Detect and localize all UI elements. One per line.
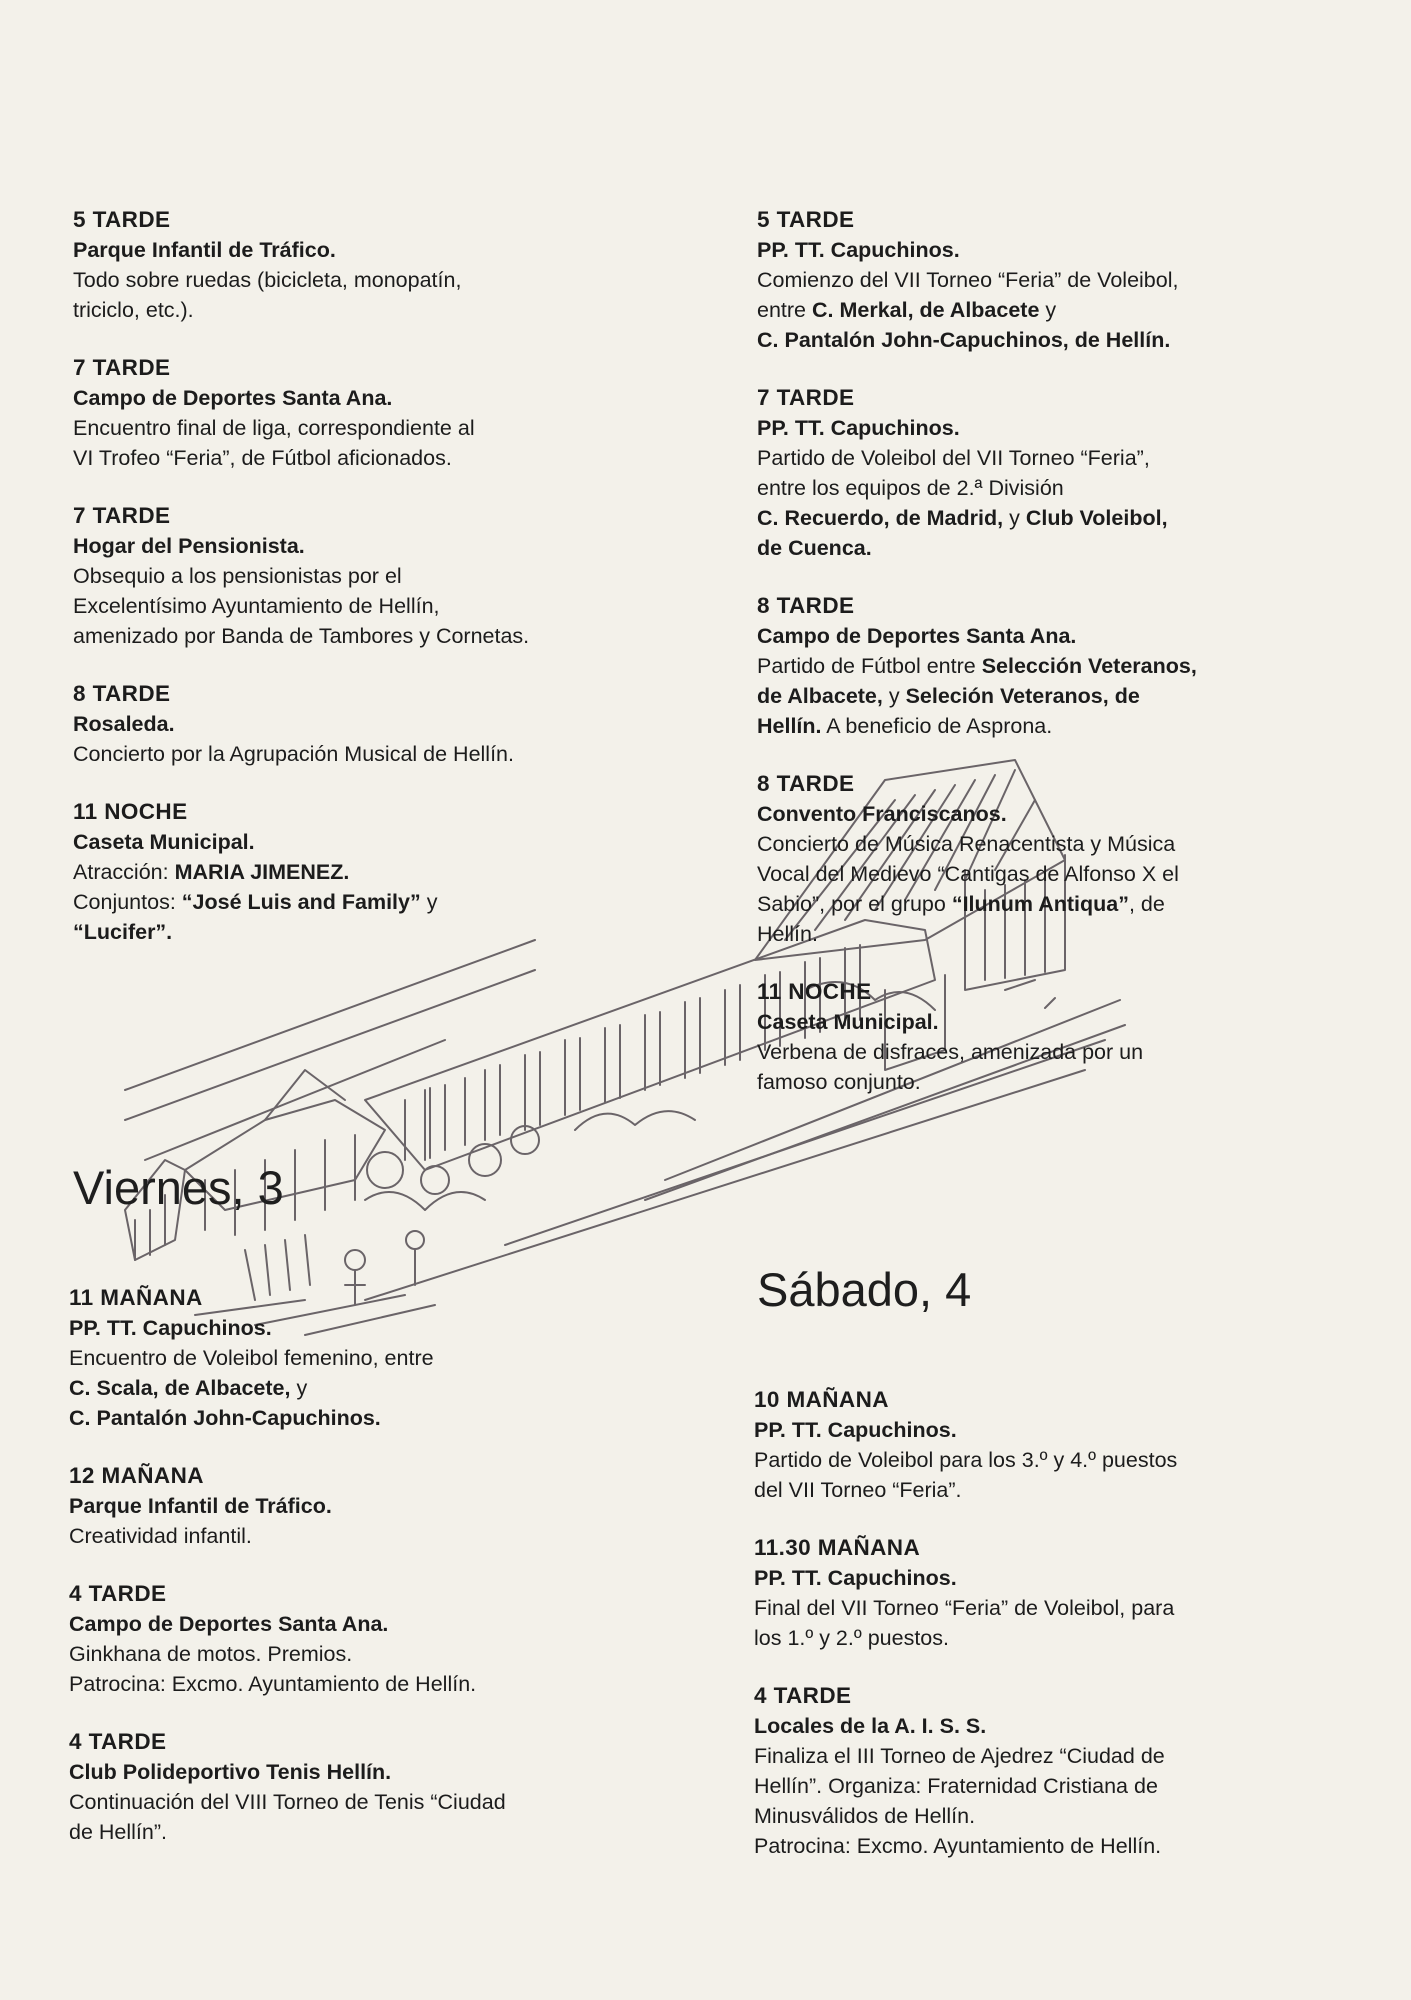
event-text: triciclo, etc.). — [73, 298, 194, 322]
event-text-bold: Caseta Municipal. — [73, 830, 255, 854]
event-line — [69, 1787, 669, 1817]
event-text: A beneficio de Asprona. — [821, 714, 1053, 738]
event-time: 8 TARDE — [757, 771, 855, 796]
event-text: , de — [1128, 892, 1165, 916]
event-text: Vocal del Medievo “Cantigas de Alfonso X el — [757, 862, 1179, 886]
event-text-bold: Convento Franciscanos. — [757, 802, 1007, 826]
event-line — [757, 1007, 1357, 1037]
event-text: Sabio”, por el grupo — [757, 892, 952, 916]
event-text-bold: Caseta Municipal. — [757, 1010, 939, 1034]
event-line — [754, 1801, 1354, 1831]
event-line — [757, 859, 1357, 889]
viernes-events — [69, 1283, 669, 1875]
event-text-bold: “José Luis and Family” — [181, 890, 421, 914]
event-text-bold: de Cuenca. — [757, 536, 872, 560]
event-text-bold: Parque Infantil de Tráfico. — [73, 238, 336, 262]
event-line — [757, 621, 1357, 651]
event-text: Creatividad infantil. — [69, 1524, 252, 1548]
event-line — [757, 1067, 1357, 1097]
event-text-bold: PP. TT. Capuchinos. — [757, 416, 960, 440]
event-text: VI Trofeo “Feria”, de Fútbol aficionados. — [73, 446, 452, 470]
event-line — [73, 917, 673, 947]
event-line — [754, 1475, 1354, 1505]
event-text-bold: PP. TT. Capuchinos. — [754, 1418, 957, 1442]
event-text: Todo sobre ruedas (bicicleta, monopatín, — [73, 268, 462, 292]
event-time: 11 MAÑANA — [69, 1285, 203, 1310]
thursday-right-column — [757, 205, 1357, 1125]
event-item — [757, 383, 1357, 563]
event-line — [754, 1771, 1354, 1801]
event-text: y — [290, 1376, 308, 1400]
event-item — [754, 1533, 1354, 1653]
event-line — [757, 1037, 1357, 1067]
sabado-events — [754, 1385, 1354, 1889]
event-text-bold: C. Pantalón John-Capuchinos, de Hellín. — [757, 328, 1171, 352]
event-line — [757, 919, 1357, 949]
event-item — [73, 205, 673, 325]
event-line — [754, 1415, 1354, 1445]
event-text-bold: C. Pantalón John-Capuchinos. — [69, 1406, 381, 1430]
event-text-bold: Hellín. — [757, 714, 822, 738]
event-time: 12 MAÑANA — [69, 1463, 204, 1488]
event-text-bold: Club Polideportivo Tenis Hellín. — [69, 1760, 392, 1784]
event-text-bold: “Lucifer”. — [73, 920, 173, 944]
event-time: 11 NOCHE — [73, 799, 188, 824]
event-line — [757, 503, 1357, 533]
event-item — [69, 1579, 669, 1699]
event-text: Partido de Fútbol entre — [757, 654, 982, 678]
event-item — [73, 501, 673, 651]
event-time: 11 NOCHE — [757, 979, 872, 1004]
event-line — [73, 443, 673, 473]
event-text: entre los equipos de 2.ª División — [757, 476, 1064, 500]
event-item — [73, 797, 673, 947]
event-line — [754, 1623, 1354, 1653]
event-line — [757, 473, 1357, 503]
event-line — [757, 711, 1357, 741]
event-time: 7 TARDE — [73, 503, 171, 528]
event-time: 4 TARDE — [69, 1729, 167, 1754]
event-text: Verbena de disfraces, amenizada por un — [757, 1040, 1144, 1064]
event-text: Partido de Voleibol del VII Torneo “Feria”, — [757, 446, 1150, 470]
event-text-bold: Campo de Deportes Santa Ana. — [69, 1612, 389, 1636]
event-text: Hellín. — [757, 922, 818, 946]
event-time: 5 TARDE — [757, 207, 855, 232]
event-time: 5 TARDE — [73, 207, 171, 232]
event-text: Encuentro final de liga, correspondiente al — [73, 416, 475, 440]
event-text-bold: Locales de la A. I. S. S. — [754, 1714, 987, 1738]
event-line — [757, 651, 1357, 681]
event-line — [69, 1491, 669, 1521]
event-time: 7 TARDE — [73, 355, 171, 380]
event-time: 8 TARDE — [757, 593, 855, 618]
event-line — [73, 591, 673, 621]
event-text: Patrocina: Excmo. Ayuntamiento de Hellín. — [754, 1834, 1162, 1858]
event-line — [69, 1817, 669, 1847]
event-item — [69, 1283, 669, 1433]
event-line — [757, 681, 1357, 711]
event-item — [69, 1727, 669, 1847]
event-text-bold: de Albacete, — [757, 684, 883, 708]
event-line — [73, 857, 673, 887]
event-line — [757, 413, 1357, 443]
event-line — [757, 295, 1357, 325]
event-text-bold: Campo de Deportes Santa Ana. — [757, 624, 1077, 648]
event-line — [757, 799, 1357, 829]
event-text: Atracción: — [73, 860, 175, 884]
event-time: 7 TARDE — [757, 385, 855, 410]
event-item — [754, 1385, 1354, 1505]
event-text: y — [882, 684, 906, 708]
event-text-bold: MARIA JIMENEZ. — [174, 860, 350, 884]
event-time: 8 TARDE — [73, 681, 171, 706]
event-text: Final del VII Torneo “Feria” de Voleibol, para — [754, 1596, 1175, 1620]
event-text-bold: Rosaleda. — [73, 712, 175, 736]
event-line — [69, 1609, 669, 1639]
event-text-bold: Campo de Deportes Santa Ana. — [73, 386, 393, 410]
event-text: y — [1039, 298, 1057, 322]
event-text: Minusválidos de Hellín. — [754, 1804, 976, 1828]
event-time: 11.30 MAÑANA — [754, 1535, 921, 1560]
event-line — [73, 827, 673, 857]
event-time: 10 MAÑANA — [754, 1387, 889, 1412]
event-line — [73, 739, 673, 769]
event-text: Continuación del VIII Torneo de Tenis “Ciudad — [69, 1790, 506, 1814]
event-text: Concierto de Música Renacentista y Música — [757, 832, 1176, 856]
event-line — [757, 235, 1357, 265]
event-line — [757, 829, 1357, 859]
event-line — [69, 1757, 669, 1787]
event-line — [757, 533, 1357, 563]
event-line — [69, 1313, 669, 1343]
event-time: 4 TARDE — [754, 1683, 852, 1708]
event-text-bold: Club Voleibol, — [1025, 506, 1168, 530]
event-text: y — [1003, 506, 1026, 530]
event-line — [754, 1593, 1354, 1623]
event-item — [757, 591, 1357, 741]
event-item — [754, 1681, 1354, 1861]
event-line — [69, 1639, 669, 1669]
event-text: entre — [757, 298, 812, 322]
event-line — [754, 1563, 1354, 1593]
event-text-bold: Selección Veteranos, — [981, 654, 1197, 678]
event-line — [73, 295, 673, 325]
day-heading-viernes: Viernes, 3 — [73, 1161, 284, 1214]
day-heading-sabado: Sábado, 4 — [757, 1263, 972, 1316]
event-item — [73, 353, 673, 473]
event-text-bold: PP. TT. Capuchinos. — [754, 1566, 957, 1590]
event-text: Obsequio a los pensionistas por el — [73, 564, 402, 588]
event-line — [757, 265, 1357, 295]
event-line — [73, 561, 673, 591]
event-time: 4 TARDE — [69, 1581, 167, 1606]
event-text: famoso conjunto. — [757, 1070, 921, 1094]
event-text-bold: “Ilunum Antiqua” — [951, 892, 1129, 916]
event-text-bold: C. Recuerdo, de Madrid, — [757, 506, 1004, 530]
event-text: Concierto por la Agrupación Musical de Hellín. — [73, 742, 514, 766]
event-line — [754, 1741, 1354, 1771]
event-line — [754, 1711, 1354, 1741]
event-text: Finaliza el III Torneo de Ajedrez “Ciudad de — [754, 1744, 1165, 1768]
event-text: del VII Torneo “Feria”. — [754, 1478, 962, 1502]
event-line — [73, 531, 673, 561]
event-line — [754, 1445, 1354, 1475]
event-line — [69, 1343, 669, 1373]
event-text-bold: PP. TT. Capuchinos. — [69, 1316, 272, 1340]
event-text: Ginkhana de motos. Premios. — [69, 1642, 353, 1666]
event-line — [69, 1669, 669, 1699]
event-text-bold: Seleción Veteranos, de — [905, 684, 1140, 708]
event-item — [757, 769, 1357, 949]
event-item — [757, 977, 1357, 1097]
event-line — [757, 889, 1357, 919]
event-line — [73, 383, 673, 413]
event-line — [757, 325, 1357, 355]
event-text: de Hellín”. — [69, 1820, 167, 1844]
thursday-left-column — [73, 205, 673, 975]
event-text: Partido de Voleibol para los 3.º y 4.º puestos — [754, 1448, 1178, 1472]
event-text-bold: Hogar del Pensionista. — [73, 534, 305, 558]
event-text: amenizado por Banda de Tambores y Cornetas. — [73, 624, 530, 648]
event-line — [73, 621, 673, 651]
event-line — [73, 887, 673, 917]
event-text: Comienzo del VII Torneo “Feria” de Voleibol, — [757, 268, 1179, 292]
event-item — [73, 679, 673, 769]
event-line — [73, 265, 673, 295]
event-text-bold: Parque Infantil de Tráfico. — [69, 1494, 332, 1518]
event-text: Hellín”. Organiza: Fraternidad Cristiana de — [754, 1774, 1158, 1798]
event-item — [757, 205, 1357, 355]
event-text-bold: C. Merkal, de Albacete — [811, 298, 1040, 322]
event-line — [757, 443, 1357, 473]
event-text: Encuentro de Voleibol femenino, entre — [69, 1346, 434, 1370]
event-text: los 1.º y 2.º puestos. — [754, 1626, 949, 1650]
event-line — [73, 413, 673, 443]
event-line — [73, 235, 673, 265]
event-line — [69, 1521, 669, 1551]
event-line — [73, 709, 673, 739]
event-line — [754, 1831, 1354, 1861]
event-text: Conjuntos: — [73, 890, 182, 914]
event-line — [69, 1373, 669, 1403]
event-text: Patrocina: Excmo. Ayuntamiento de Hellín. — [69, 1672, 477, 1696]
event-item — [69, 1461, 669, 1551]
event-text: Excelentísimo Ayuntamiento de Hellín, — [73, 594, 440, 618]
event-line — [69, 1403, 669, 1433]
event-text-bold: PP. TT. Capuchinos. — [757, 238, 960, 262]
event-text: y — [420, 890, 438, 914]
event-text-bold: C. Scala, de Albacete, — [69, 1376, 291, 1400]
